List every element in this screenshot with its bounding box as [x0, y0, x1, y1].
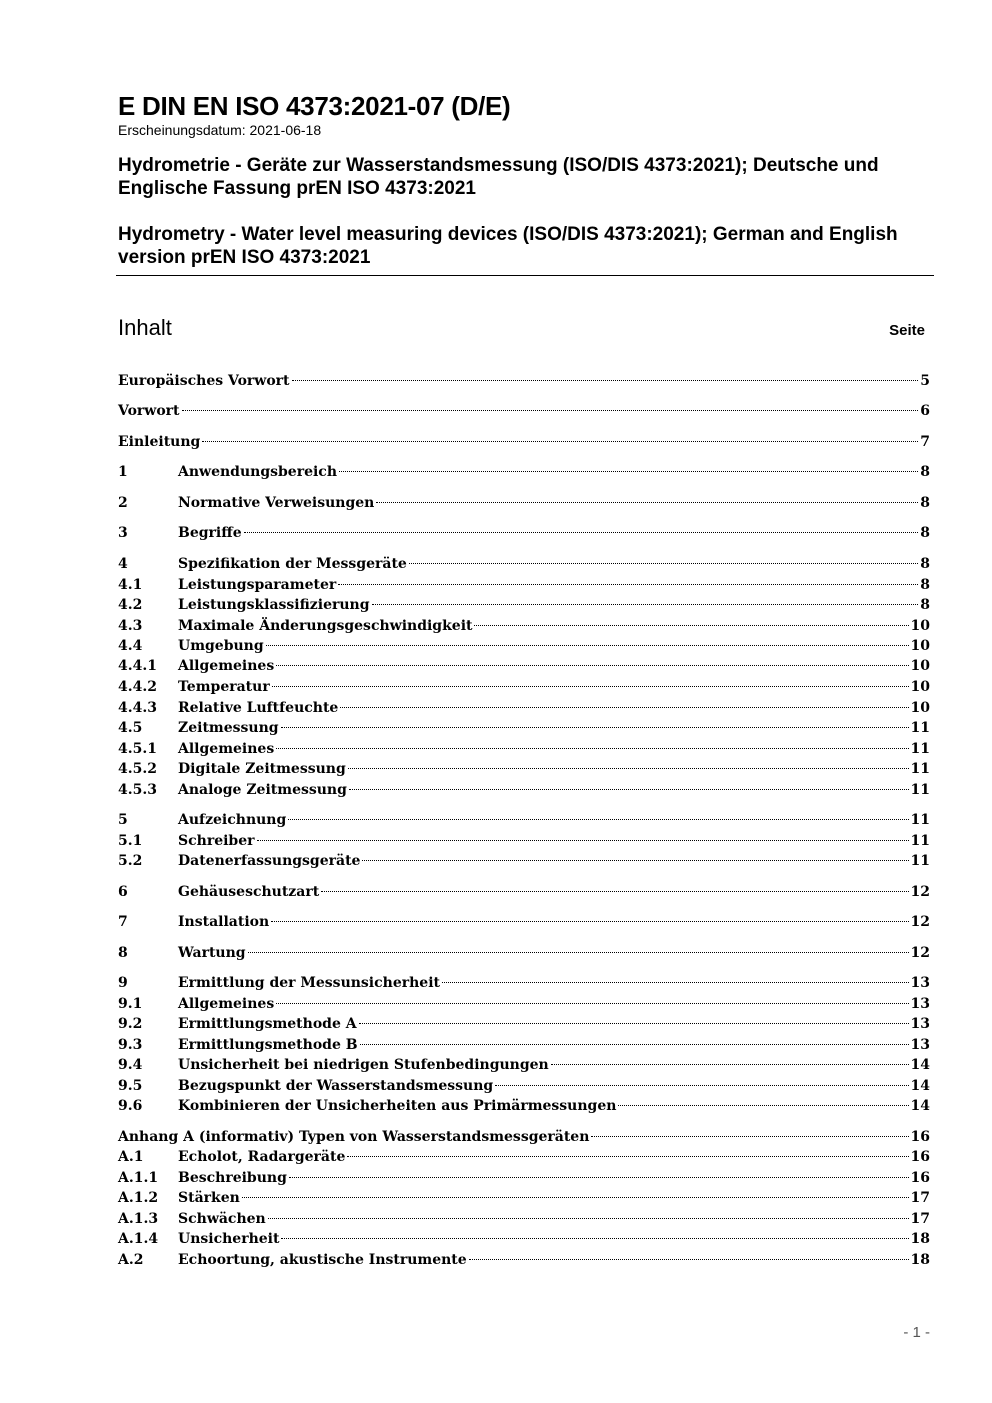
toc-entry[interactable] — [118, 1188, 930, 1208]
publication-date: Erscheinungsdatum: 2021-06-18 — [118, 122, 322, 138]
toc-dot-leader — [360, 1044, 909, 1045]
toc-entry-page: 5 — [920, 373, 930, 389]
toc-entry-title: Gehäuseschutzart — [178, 884, 320, 900]
toc-dot-leader — [349, 789, 909, 790]
toc-entry-page: 17 — [910, 1211, 930, 1227]
toc-entry[interactable] — [118, 595, 930, 615]
page-number: - 1 - — [903, 1324, 930, 1341]
toc-entry-page: 11 — [910, 853, 930, 869]
toc-entry-title: Digitale Zeitmessung — [178, 761, 346, 777]
toc-entry-page: 11 — [910, 812, 930, 828]
toc-entry-number: A.1.3 — [118, 1211, 159, 1227]
toc-entry-number: A.1 — [118, 1149, 144, 1165]
toc-dot-leader — [248, 952, 909, 953]
toc-entry-title: Anhang A (informativ) Typen von Wasserstandsmessgeräten — [118, 1129, 590, 1145]
toc-entry-number: 8 — [118, 945, 128, 961]
toc-page-label: Seite — [889, 322, 925, 339]
toc-dot-leader — [591, 1136, 908, 1137]
toc-entry[interactable] — [118, 1127, 930, 1147]
toc-entry-page: 8 — [920, 525, 930, 541]
toc-entry-title: Schreiber — [178, 833, 255, 849]
toc-entry-page: 10 — [910, 658, 930, 674]
toc-entry-title: Anwendungsbereich — [178, 464, 337, 480]
toc-entry-title: Allgemeines — [178, 741, 275, 757]
toc-entry-page: 13 — [910, 1016, 930, 1032]
toc-entry-number: 6 — [118, 884, 128, 900]
toc-entry-title: Echolot, Radargeräte — [178, 1149, 346, 1165]
toc-entry-number: 4.5.2 — [118, 761, 157, 777]
toc-entry[interactable] — [118, 1229, 930, 1249]
toc-heading: Inhalt — [118, 315, 172, 340]
toc-entry[interactable] — [118, 1096, 930, 1116]
toc-dot-leader — [268, 1218, 909, 1219]
toc-entry[interactable] — [118, 462, 930, 482]
toc-entry-title: Unsicherheit bei niedrigen Stufenbedingungen — [178, 1057, 549, 1073]
toc-entry-title: Europäisches Vorwort — [118, 373, 290, 389]
toc-entry-title: Beschreibung — [178, 1170, 287, 1186]
toc-entry-page: 11 — [910, 782, 930, 798]
toc-entry[interactable] — [118, 575, 930, 595]
toc-entry-number: 4.5.1 — [118, 741, 157, 757]
toc-entry-title: Analoge Zeitmessung — [178, 782, 347, 798]
toc-entry-title: Unsicherheit — [178, 1231, 280, 1247]
toc-entry[interactable] — [118, 1055, 930, 1075]
toc-entry-page: 8 — [920, 556, 930, 572]
toc-entry[interactable] — [118, 739, 930, 759]
toc-entry-page: 14 — [910, 1098, 930, 1114]
toc-entry-title: Stärken — [178, 1190, 240, 1206]
toc-entry-number: 5.1 — [118, 833, 143, 849]
header-divider — [116, 275, 934, 276]
toc-entry[interactable] — [118, 851, 930, 871]
toc-dot-leader — [266, 645, 909, 646]
toc-dot-leader — [362, 860, 908, 861]
toc-entry-number: 9.4 — [118, 1057, 143, 1073]
toc-entry-number: 9.5 — [118, 1078, 143, 1094]
toc-entry-page: 10 — [910, 618, 930, 634]
toc-entry-title: Leistungsparameter — [178, 577, 337, 593]
toc-entry-number: A.1.2 — [118, 1190, 159, 1206]
toc-entry-number: 4.4 — [118, 638, 143, 654]
toc-dot-leader — [276, 1003, 908, 1004]
toc-entry-number: A.1.4 — [118, 1231, 159, 1247]
toc-entry[interactable] — [118, 882, 930, 902]
toc-entry-title: Bezugspunkt der Wasserstandsmessung — [178, 1078, 494, 1094]
title-english: Hydrometry - Water level measuring devices (ISO/DIS 4373:2021); German and English version prEN ISO 4373:2021 — [118, 224, 898, 268]
toc-entry-number: 4.5.3 — [118, 782, 157, 798]
toc-entry-number: 5 — [118, 812, 128, 828]
toc-entry-number: 4.1 — [118, 577, 143, 593]
toc-entry-number: 9.3 — [118, 1037, 143, 1053]
toc-entry[interactable] — [118, 371, 930, 391]
toc-entry-number: 9.6 — [118, 1098, 143, 1114]
toc-entry[interactable] — [118, 493, 930, 513]
toc-entry-title: Echoortung, akustische Instrumente — [178, 1252, 467, 1268]
toc-entry[interactable] — [118, 831, 930, 851]
toc-entry-title: Spezifikation der Messgeräte — [178, 556, 407, 572]
toc-entry-title: Relative Luftfeuchte — [178, 700, 339, 716]
toc-entry-page: 16 — [910, 1129, 930, 1145]
toc-entry-title: Zeitmessung — [178, 720, 279, 736]
toc-dot-leader — [469, 1259, 909, 1260]
toc-entry-page: 10 — [910, 638, 930, 654]
toc-entry[interactable] — [118, 973, 930, 993]
toc-dot-leader — [244, 532, 919, 533]
toc-entry-number: 4 — [118, 556, 128, 572]
toc-entry[interactable] — [118, 432, 930, 452]
toc-entry-title: Normative Verweisungen — [178, 495, 375, 511]
toc-entry[interactable] — [118, 523, 930, 543]
toc-entry-page: 10 — [910, 679, 930, 695]
toc-entry[interactable] — [118, 636, 930, 656]
toc-entry[interactable] — [118, 1076, 930, 1096]
toc-dot-leader — [347, 1156, 908, 1157]
toc-entry-page: 8 — [920, 577, 930, 593]
toc-entry-page: 7 — [920, 434, 930, 450]
toc-entry-title: Ermittlungsmethode A — [178, 1016, 357, 1032]
toc-entry-page: 8 — [920, 464, 930, 480]
toc-entry-number: 9.1 — [118, 996, 143, 1012]
toc-dot-leader — [281, 1238, 908, 1239]
toc-entry-page: 17 — [910, 1190, 930, 1206]
toc-entry-page: 10 — [910, 700, 930, 716]
toc-entry[interactable] — [118, 1209, 930, 1229]
toc-entry-title: Maximale Änderungsgeschwindigkeit — [178, 618, 473, 634]
toc-entry-title: Allgemeines — [178, 996, 275, 1012]
toc-entry-page: 14 — [910, 1057, 930, 1073]
toc-dot-leader — [242, 1197, 909, 1198]
toc-entry-page: 11 — [910, 741, 930, 757]
toc-entry-page: 8 — [920, 495, 930, 511]
toc-dot-leader — [288, 819, 908, 820]
toc-entry-number: A.1.1 — [118, 1170, 159, 1186]
toc-entry-title: Umgebung — [178, 638, 264, 654]
toc-entry-page: 12 — [910, 884, 930, 900]
toc-dot-leader — [321, 891, 908, 892]
toc-entry-title: Ermittlungsmethode B — [178, 1037, 358, 1053]
toc-entry-title: Wartung — [178, 945, 246, 961]
toc-entry-title: Vorwort — [118, 403, 180, 419]
toc-entry-title: Einleitung — [118, 434, 201, 450]
toc-entry-page: 13 — [910, 996, 930, 1012]
toc-entry-number: 2 — [118, 495, 128, 511]
toc-entry-page: 11 — [910, 833, 930, 849]
toc-dot-leader — [495, 1085, 908, 1086]
toc-entry-title: Leistungsklassifizierung — [178, 597, 370, 613]
toc-entry[interactable] — [118, 401, 930, 421]
toc-entry[interactable] — [118, 994, 930, 1014]
toc-entry[interactable] — [118, 1250, 930, 1270]
toc-entry-number: 4.3 — [118, 618, 143, 634]
toc-entry-page: 16 — [910, 1149, 930, 1165]
toc-entry-number: 4.4.3 — [118, 700, 157, 716]
toc-dot-leader — [338, 584, 918, 585]
toc-entry[interactable] — [118, 1168, 930, 1188]
toc-entry-page: 18 — [910, 1231, 930, 1247]
toc-entry-number: 7 — [118, 914, 128, 930]
toc-dot-leader — [272, 686, 909, 687]
toc-dot-leader — [618, 1105, 908, 1106]
toc-dot-leader — [551, 1064, 909, 1065]
toc-entry-title: Installation — [178, 914, 270, 930]
toc-entry-title: Ermittlung der Messunsicherheit — [178, 975, 440, 991]
toc-entry-number: 4.5 — [118, 720, 143, 736]
toc-entry[interactable] — [118, 718, 930, 738]
toc-entry-page: 12 — [910, 914, 930, 930]
toc-dot-leader — [376, 502, 918, 503]
toc-entry[interactable] — [118, 1147, 930, 1167]
toc-dot-leader — [182, 410, 919, 411]
toc-entry[interactable] — [118, 810, 930, 830]
toc-entry-number: 4.4.2 — [118, 679, 157, 695]
toc-entry[interactable] — [118, 759, 930, 779]
document-id: E DIN EN ISO 4373:2021-07 (D/E) — [118, 91, 511, 121]
toc-dot-leader — [257, 840, 909, 841]
toc-entry-title: Schwächen — [178, 1211, 266, 1227]
toc-entry-title: Allgemeines — [178, 658, 275, 674]
title-german: Hydrometrie - Geräte zur Wasserstandsmessung (ISO/DIS 4373:2021); Deutsche und Englische Fassung prEN ISO 4373:2021 — [118, 155, 879, 199]
toc-entry-page: 8 — [920, 597, 930, 613]
toc-entry[interactable] — [118, 943, 930, 963]
toc-entry-title: Aufzeichnung — [178, 812, 287, 828]
toc-entry[interactable] — [118, 1014, 930, 1034]
toc-entry[interactable] — [118, 1035, 930, 1055]
toc-dot-leader — [271, 921, 908, 922]
document-header — [118, 90, 934, 269]
toc-entry-page: 18 — [910, 1252, 930, 1268]
toc-entry-number: 4.4.1 — [118, 658, 157, 674]
toc-entry[interactable] — [118, 616, 930, 636]
toc-dot-leader — [409, 563, 918, 564]
toc-dot-leader — [276, 665, 908, 666]
toc-dot-leader — [372, 604, 919, 605]
toc-entry-number: 4.2 — [118, 597, 143, 613]
toc-dot-leader — [276, 748, 908, 749]
toc-entry-title: Kombinieren der Unsicherheiten aus Primärmessungen — [178, 1098, 617, 1114]
toc-dot-leader — [289, 1177, 909, 1178]
toc-dot-leader — [292, 380, 919, 381]
toc-dot-leader — [442, 982, 909, 983]
toc-dot-leader — [281, 727, 909, 728]
toc-entry-number: 9 — [118, 975, 128, 991]
toc-entry-page: 13 — [910, 975, 930, 991]
toc-entry-page: 13 — [910, 1037, 930, 1053]
toc-entry-number: 9.2 — [118, 1016, 143, 1032]
toc-entry[interactable] — [118, 912, 930, 932]
toc-entry[interactable] — [118, 698, 930, 718]
toc-entry-page: 11 — [910, 761, 930, 777]
toc-entry-number: A.2 — [118, 1252, 144, 1268]
toc-entry-page: 16 — [910, 1170, 930, 1186]
toc-entry-number: 1 — [118, 464, 128, 480]
toc-entry-number: 5.2 — [118, 853, 143, 869]
toc-dot-leader — [348, 768, 909, 769]
toc-entry[interactable] — [118, 656, 930, 676]
toc-entry-title: Datenerfassungsgeräte — [178, 853, 361, 869]
toc-entry[interactable] — [118, 780, 930, 800]
toc-entry-page: 14 — [910, 1078, 930, 1094]
toc-entry[interactable] — [118, 677, 930, 697]
toc-entry-page: 6 — [920, 403, 930, 419]
toc-entry-number: 3 — [118, 525, 128, 541]
toc-dot-leader — [202, 441, 918, 442]
toc-entry-title: Begriffe — [178, 525, 242, 541]
toc-entry[interactable] — [118, 554, 930, 574]
toc-dot-leader — [474, 625, 908, 626]
toc-entry-title: Temperatur — [178, 679, 270, 695]
toc-entry-page: 12 — [910, 945, 930, 961]
toc-dot-leader — [340, 707, 908, 708]
toc-dot-leader — [339, 471, 918, 472]
toc-dot-leader — [359, 1023, 909, 1024]
toc-entry-page: 11 — [910, 720, 930, 736]
